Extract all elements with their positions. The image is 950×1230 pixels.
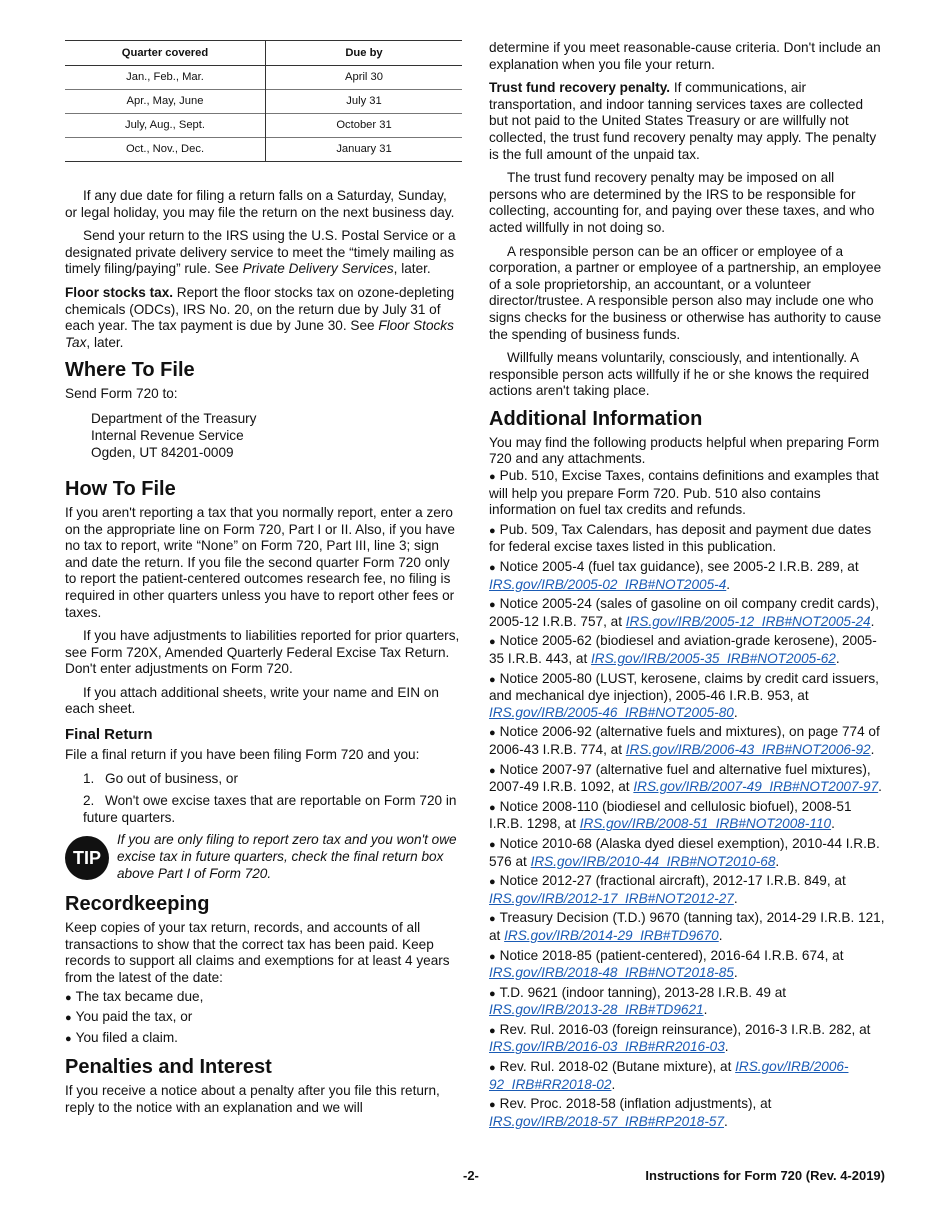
trust-fund-paragraph: Trust fund recovery penalty. If communications, air transportation, and indoor tanning services taxes are collected but not paid to the United States Treasury or are willfully not collected, the trust fund recovery penalty may apply. The penalty is the full amount of the unpaid tax. [489, 80, 877, 162]
list-item: ● Rev. Rul. 2016-03 (foreign reinsurance), 2016-3 I.R.B. 282, at IRS.gov/IRB/2016-03_IRB#RR2016-03. [489, 1021, 871, 1055]
table-row [65, 114, 462, 138]
final-return-heading: Final Return [65, 726, 153, 744]
table-row [65, 138, 462, 162]
list-item: ● Notice 2005-4 (fuel tax guidance), see 2005-2 I.R.B. 289, at IRS.gov/IRB/2005-02_IRB#NOT2005-4. [489, 559, 859, 592]
how-to-file-heading: How To File [65, 477, 176, 500]
recordkeeping-text: Keep copies of your tax return, records, and accounts of all transactions to show that the correct tax has been paid. Keep records to support all claims and exemptions for at least 4 years from the latest of the date: [65, 920, 450, 985]
table-header-quarter: Quarter covered [65, 41, 266, 66]
table-cell: July, Aug., Sept. [65, 114, 266, 138]
list-item: ● Rev. Proc. 2018-58 (inflation adjustments), at IRS.gov/IRB/2018-57_IRB#RP2018-57. [489, 1096, 772, 1129]
list-item: ● Pub. 509, Tax Calendars, has deposit and payment due dates for federal excise taxes listed in this publication. [489, 521, 872, 555]
irb-link[interactable]: IRS.gov/IRB/2018-57_IRB#RP2018-57 [489, 1113, 725, 1129]
irb-link[interactable]: IRS.gov/IRB/2018-48_IRB#NOT2018-85 [489, 965, 734, 981]
send-return-paragraph: Send your return to the IRS using the U.S. Postal Service or a designated private delivery service to meet the “timely mailing as timely filing/paying” rule. See Private Delivery Services, later. [65, 228, 456, 277]
irb-link[interactable]: IRS.gov/IRB/2010-44_IRB#NOT2010-68 [530, 853, 776, 869]
irb-link[interactable]: IRS.gov/IRB/2005-02_IRB#NOT2005-4 [489, 576, 727, 592]
list-item: ● T.D. 9621 (indoor tanning), 2013-28 I.R.B. 49 at IRS.gov/IRB/2013-28_IRB#TD9621. [489, 984, 787, 1018]
trust-fund-persons-paragraph: The trust fund recovery penalty may be imposed on all persons who are determined by the IRS to be responsible for collecting, accounting for, and paying over these taxes, and who acted willfully in not doing so. [489, 170, 875, 235]
table-cell: July 31 [266, 90, 463, 114]
responsible-person-paragraph: A responsible person can be an officer or employee of a corporation, a partner or employee of a partnership, an employee of a sole proprietorship, an accountant, or a volunteer director/trustee. A responsible person also may include one who signs checks for the business or otherwise has authority to cause the spending of business funds. [489, 243, 882, 342]
list-item: ● Notice 2008-110 (biodiesel and cellulosic biofuel), 2008-51 I.R.B. 1298, at IRS.gov/IRB/2008-51_IRB#NOT2008-110. [489, 798, 852, 832]
left-column [65, 40, 462, 1124]
list-item: ● The tax became due, [65, 988, 204, 1004]
mailing-address: Department of the Treasury Internal Revenue Service Ogden, UT 84201-0009 [91, 410, 257, 460]
final-return-text: File a final return if you have been filing Form 720 and you: [65, 747, 420, 763]
list-item: ● Notice 2007-97 (alternative fuel and alternative fuel mixtures), 2007-49 I.R.B. 1092, at IRS.gov/IRB/2007-49_IRB#NOT2007-97. [489, 761, 882, 795]
irb-link[interactable]: IRS.gov/IRB/2016-03_IRB#RR2016-03 [489, 1039, 725, 1055]
irb-link[interactable]: IRS.gov/IRB/2012-17_IRB#NOT2012-27 [489, 890, 734, 906]
irb-link[interactable]: IRS.gov/IRB/2013-28_IRB#TD9621 [489, 1002, 704, 1018]
table-header-due: Due by [266, 41, 463, 66]
list-item: 2. Won't owe excise taxes that are reportable on Form 720 in future quarters. [83, 793, 457, 825]
irb-link[interactable]: IRS.gov/IRB/2006-43_IRB#NOT2006-92 [625, 741, 871, 757]
table-cell: October 31 [266, 114, 463, 138]
list-item: ● Notice 2010-68 (Alaska dyed diesel exemption), 2010-44 I.R.B. 576 at IRS.gov/IRB/2010-44_IRB#NOT2010-68. [489, 835, 880, 869]
table-header-row [65, 41, 462, 66]
penalties-text: If you receive a notice about a penalty after you file this return, reply to the notice with an explanation and we will [65, 1083, 440, 1115]
irb-link[interactable]: IRS.gov/IRB/2006-92_IRB#RR2018-02 [489, 1059, 849, 1092]
list-item: ● You filed a claim. [65, 1029, 178, 1045]
table-cell: Jan., Feb., Mar. [65, 66, 266, 90]
page-number: -2- [463, 1168, 479, 1183]
adjustments-paragraph: If you have adjustments to liabilities reported for prior quarters, see Form 720X, Amended Quarterly Federal Excise Tax Return. Don't enter adjustments on Form 720. [65, 628, 460, 677]
list-item: ● Notice 2012-27 (fractional aircraft), 2012-17 I.R.B. 849, at IRS.gov/IRB/2012-17_IRB#NOT2012-27. [489, 873, 846, 906]
list-item: ● Notice 2018-85 (patient-centered), 2016-64 I.R.B. 674, at IRS.gov/IRB/2018-48_IRB#NOT2018-85. [489, 947, 844, 981]
tip-text: If you are only filing to report zero tax and you won't owe excise tax in future quarters, check the final return box above Part I of Form 720. [117, 832, 457, 881]
list-item: ● Notice 2005-62 (biodiesel and aviation-grade kerosene), 2005-35 I.R.B. 443, at IRS.gov/IRB/2005-35_IRB#NOT2005-62. [489, 633, 877, 666]
recordkeeping-heading: Recordkeeping [65, 893, 210, 916]
right-column [489, 40, 885, 1133]
list-item: ● You paid the tax, or [65, 1009, 193, 1025]
document-title: Instructions for Form 720 (Rev. 4-2019) [645, 1168, 885, 1183]
penalties-heading: Penalties and Interest [65, 1056, 272, 1079]
list-item: ● Notice 2005-24 (sales of gasoline on oil company credit cards), 2005-12 I.R.B. 757, at IRS.gov/IRB/2005-12_IRB#NOT2005-24. [489, 596, 879, 629]
irb-link[interactable]: IRS.gov/IRB/2005-46_IRB#NOT2005-80 [489, 704, 734, 720]
table-row [65, 66, 462, 90]
irb-link[interactable]: IRS.gov/IRB/2008-51_IRB#NOT2008-110 [579, 816, 832, 832]
list-item: ● Pub. 510, Excise Taxes, contains definitions and examples that will help you prepare Form 720. Pub. 510 also contains information on fuel tax credits and refunds. [489, 468, 879, 518]
willfully-paragraph: Willfully means voluntarily, consciously, and intentionally. A responsible person acts willfully if he or she knows the required actions aren't taking place. [489, 350, 870, 399]
irb-link[interactable]: IRS.gov/IRB/2014-29_IRB#TD9670 [504, 927, 719, 943]
tip-icon: TIP [65, 836, 109, 880]
table-cell: Oct., Nov., Dec. [65, 138, 266, 162]
additional-information-heading: Additional Information [489, 407, 703, 430]
irb-link[interactable]: IRS.gov/IRB/2005-12_IRB#NOT2005-24 [625, 613, 871, 629]
where-to-file-text: Send Form 720 to: [65, 386, 178, 402]
list-item: ● Notice 2006-92 (alternative fuels and mixtures), on page 774 of 2006-43 I.R.B. 774, at IRS.gov/IRB/2006-43_IRB#NOT2006-92. [489, 724, 880, 757]
additional-information-intro: You may find the following products helpful when preparing Form 720 and any attachments. [489, 434, 880, 467]
reasonable-cause-paragraph: determine if you meet reasonable-cause criteria. Don't include an explanation when you file your return. [489, 40, 881, 72]
list-item: ● Rev. Rul. 2018-02 (Butane mixture), at IRS.gov/IRB/2006-92_IRB#RR2018-02. [489, 1059, 849, 1092]
table-cell: January 31 [266, 138, 463, 162]
list-item: ● Notice 2005-80 (LUST, kerosene, claims by credit card issuers, and mechanical dye injection), 2005-46 I.R.B. 953, at IRS.gov/IRB/2005-46_IRB#NOT2005-80. [489, 670, 879, 720]
table-row [65, 90, 462, 114]
additional-sheets-paragraph: If you attach additional sheets, write your name and EIN on each sheet. [65, 684, 439, 717]
where-to-file-heading: Where To File [65, 359, 195, 382]
how-to-file-paragraph: If you aren't reporting a tax that you normally report, enter a zero on the appropriate line on Form 720, Part I or II. Also, if you have no tax to report, write “None” on Form 720, Part III, line 3; sign and date the return. If you file the second quarter Form 720 only to report the patient-centered outcomes research fee, no filing is required in other quarters unless you have to report other fees or taxes. [65, 504, 455, 620]
tip-box [65, 832, 462, 882]
resource-list [489, 468, 885, 1130]
irb-link[interactable]: IRS.gov/IRB/2005-35_IRB#NOT2005-62 [591, 651, 836, 666]
due-date-table [65, 40, 462, 162]
table-cell: Apr., May, June [65, 90, 266, 114]
list-item: ● Treasury Decision (T.D.) 9670 (tanning tax), 2014-29 I.R.B. 121, at IRS.gov/IRB/2014-29_IRB#TD9670. [489, 910, 885, 943]
list-item: 1. Go out of business, or [83, 770, 238, 786]
irb-link[interactable]: IRS.gov/IRB/2007-49_IRB#NOT2007-97 [633, 779, 879, 795]
floor-stocks-paragraph: Floor stocks tax. Report the floor stocks tax on ozone-depleting chemicals (ODCs), IRS No. 20, on the return due by July 31 of each year. The tax payment is due by June 30. See Floor Stocks Tax, later. [65, 284, 455, 350]
weekend-paragraph: If any due date for filing a return falls on a Saturday, Sunday, or legal holiday, you may file the return on the next business day. [65, 188, 455, 220]
table-cell: April 30 [345, 71, 383, 84]
